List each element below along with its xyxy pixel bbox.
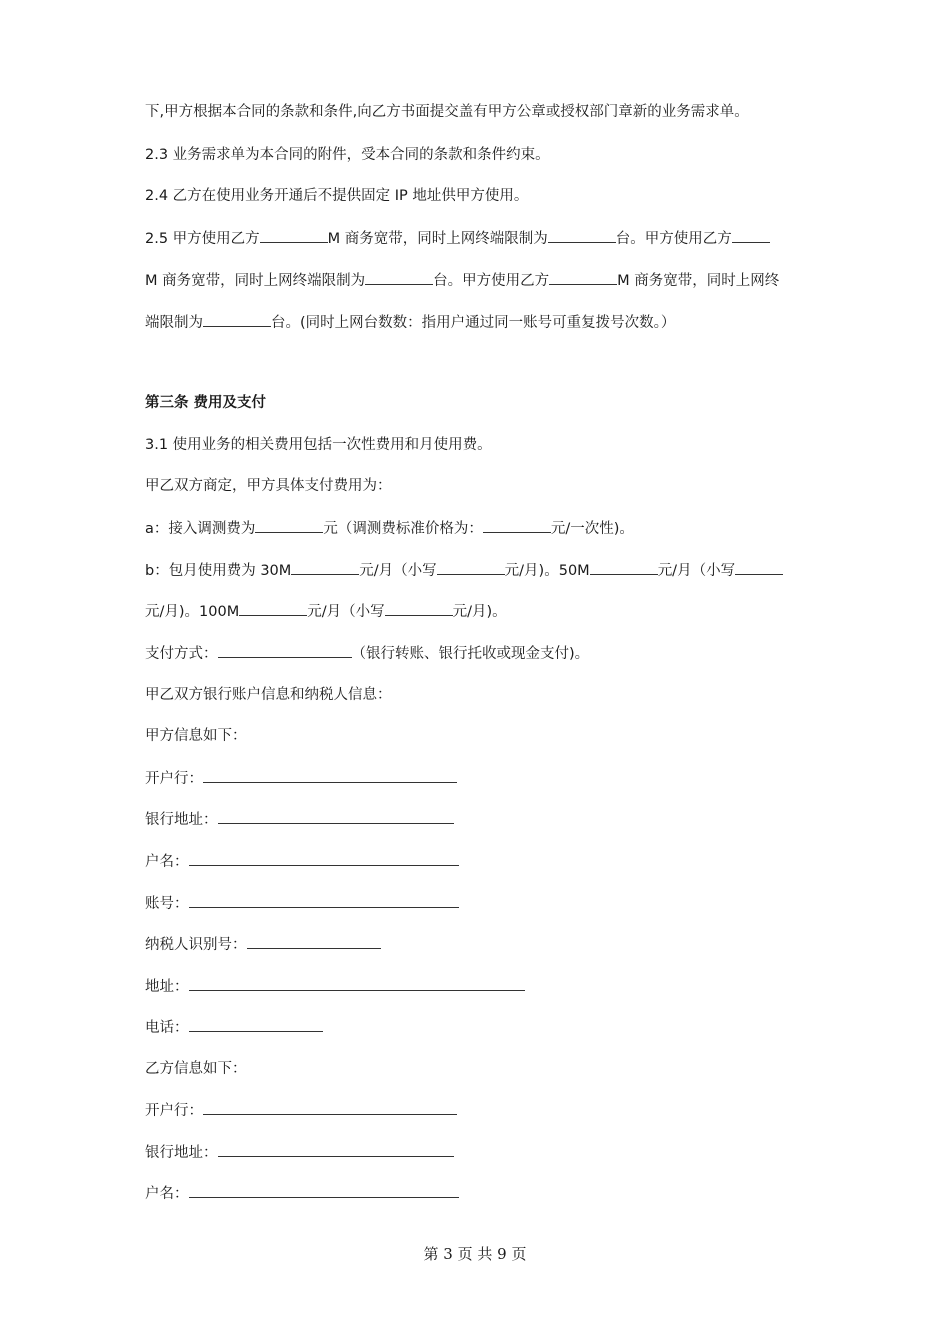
fee-a-line xyxy=(145,518,634,539)
text: 支付方式： xyxy=(145,646,218,662)
party-a-bank xyxy=(145,768,457,789)
para-fees-intro: 甲乙双方商定，甲方具体支付费用为： xyxy=(145,478,392,494)
party-b-account-name xyxy=(145,1183,459,1204)
label: 户名： xyxy=(145,854,189,870)
party-a-heading: 甲方信息如下： xyxy=(145,728,247,744)
party-b-bank-field[interactable] xyxy=(203,1100,457,1115)
text: M 商务宽带，同时上网终端限制为 xyxy=(145,273,366,289)
text: 元/月)。50M xyxy=(504,563,590,579)
party-a-tax-id xyxy=(145,934,381,955)
text: 元/月)。100M xyxy=(145,604,240,620)
text: a：接入调测费为 xyxy=(145,521,256,537)
text: 元（调测费标准价格为： xyxy=(323,521,483,537)
fill-blank[interactable] xyxy=(255,518,323,533)
party-a-tax-id-field[interactable] xyxy=(247,934,381,949)
fee-b-line2 xyxy=(145,601,507,622)
fill-blank[interactable] xyxy=(260,228,328,243)
party-a-address-field[interactable] xyxy=(189,976,525,991)
fill-blank[interactable] xyxy=(548,228,616,243)
label: 开户行： xyxy=(145,1103,203,1119)
fill-blank[interactable] xyxy=(437,560,505,575)
party-b-bank-address-field[interactable] xyxy=(218,1142,454,1157)
text: 端限制为 xyxy=(145,315,203,331)
para-2-5-line1 xyxy=(145,228,770,249)
party-a-address xyxy=(145,976,525,997)
party-a-bank-address-field[interactable] xyxy=(218,809,454,824)
text: M 商务宽带，同时上网终端限制为 xyxy=(327,231,548,247)
para-2-4: 2.4 乙方在使用业务开通后不提供固定 IP 地址供甲方使用。 xyxy=(145,188,529,204)
para-2-5-line3 xyxy=(145,312,675,333)
fill-blank[interactable] xyxy=(483,518,551,533)
party-a-account-no-field[interactable] xyxy=(189,893,459,908)
party-a-account-name xyxy=(145,851,459,872)
para-2-5-line2 xyxy=(145,270,779,291)
text: 2.5 甲方使用乙方 xyxy=(145,231,260,247)
label: 开户行： xyxy=(145,771,203,787)
text: 元/月（小写 xyxy=(359,563,437,579)
text: M 商务宽带，同时上网终 xyxy=(617,273,780,289)
text: （银行转账、银行托收或现金支付)。 xyxy=(351,646,590,662)
text: 元/一次性)。 xyxy=(550,521,634,537)
text: 元/月（小写 xyxy=(657,563,736,579)
label: 地址： xyxy=(145,979,189,995)
party-b-account-name-field[interactable] xyxy=(189,1183,459,1198)
fill-blank[interactable] xyxy=(735,560,783,575)
label: 电话： xyxy=(145,1020,189,1036)
text: 台。(同时上网台数数：指用户通过同一账号可重复拨号次数。） xyxy=(271,315,676,331)
party-b-bank-address xyxy=(145,1142,454,1163)
party-a-phone-field[interactable] xyxy=(189,1017,323,1032)
party-a-bank-field[interactable] xyxy=(203,768,457,783)
fill-blank[interactable] xyxy=(385,601,453,616)
label: 银行地址： xyxy=(145,1145,218,1161)
payment-method-field[interactable] xyxy=(218,643,352,658)
fill-blank[interactable] xyxy=(203,312,271,327)
party-a-bank-address xyxy=(145,809,454,830)
text: 台。甲方使用乙方 xyxy=(433,273,550,289)
fee-b-line1 xyxy=(145,560,783,581)
payment-method-line xyxy=(145,643,589,664)
label: 纳税人识别号： xyxy=(145,937,247,953)
label: 户名： xyxy=(145,1186,189,1202)
party-a-phone xyxy=(145,1017,323,1038)
text: 元/月)。 xyxy=(452,604,507,620)
para-2-2-cont: 下,甲方根据本合同的条款和条件,向乙方书面提交盖有甲方公章或授权部门章新的业务需求单。 xyxy=(145,104,749,120)
fill-blank[interactable] xyxy=(732,228,770,243)
party-a-account-name-field[interactable] xyxy=(189,851,459,866)
section-3-heading: 第三条 费用及支付 xyxy=(145,395,267,411)
text: 台。甲方使用乙方 xyxy=(615,231,732,247)
fill-blank[interactable] xyxy=(239,601,307,616)
fill-blank[interactable] xyxy=(590,560,658,575)
para-2-3: 2.3 业务需求单为本合同的附件，受本合同的条款和条件约束。 xyxy=(145,147,550,163)
page-footer: 第 3 页 共 9 页 xyxy=(423,1245,527,1263)
fill-blank[interactable] xyxy=(291,560,359,575)
party-b-bank xyxy=(145,1100,457,1121)
text: 元/月（小写 xyxy=(307,604,385,620)
party-a-account-no xyxy=(145,893,459,914)
label: 账号： xyxy=(145,896,189,912)
party-b-heading: 乙方信息如下： xyxy=(145,1061,247,1077)
label: 银行地址： xyxy=(145,812,218,828)
fill-blank[interactable] xyxy=(365,270,433,285)
fill-blank[interactable] xyxy=(549,270,617,285)
para-3-1: 3.1 使用业务的相关费用包括一次性费用和月使用费。 xyxy=(145,437,492,453)
bank-info-intro: 甲乙双方银行账户信息和纳税人信息： xyxy=(145,687,392,703)
text: b：包月使用费为 30M xyxy=(145,563,292,579)
